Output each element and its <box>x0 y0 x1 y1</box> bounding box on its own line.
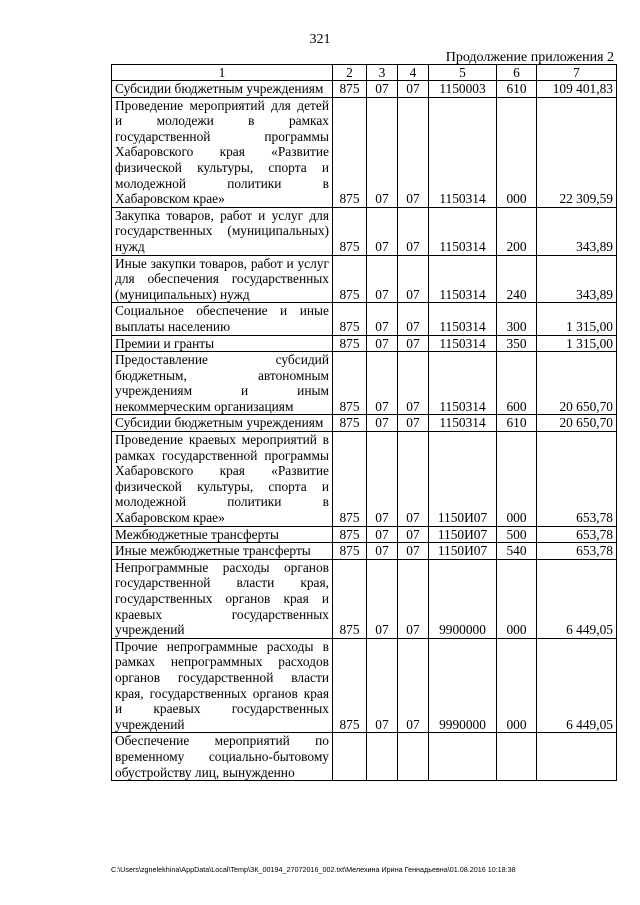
row-col-3 <box>367 733 398 781</box>
table-body <box>112 81 617 781</box>
row-col-5: 9990000 <box>429 638 497 733</box>
header-row <box>112 65 617 81</box>
row-col-4: 07 <box>398 526 429 543</box>
row-col-4: 07 <box>398 415 429 432</box>
row-name: Субсидии бюджетным учреждениям <box>112 415 333 432</box>
row-col-2: 875 <box>333 526 367 543</box>
row-name: Предоставление субсидий бюджетным, автономным учреждениям и иным некоммерческим организациям <box>112 352 333 415</box>
row-col-5 <box>429 733 497 781</box>
row-name: Премии и гранты <box>112 335 333 352</box>
row-col-6: 000 <box>497 432 537 527</box>
continuation-note: Продолжение приложения 2 <box>445 50 614 65</box>
table-row <box>112 638 617 733</box>
row-col-5: 1150314 <box>429 207 497 255</box>
row-col-4: 07 <box>398 207 429 255</box>
row-col-7: 22 309,59 <box>537 97 617 207</box>
table-row <box>112 303 617 335</box>
row-col-2: 875 <box>333 638 367 733</box>
row-col-3: 07 <box>367 335 398 352</box>
row-col-5: 1150003 <box>429 81 497 98</box>
row-col-7: 20 650,70 <box>537 352 617 415</box>
row-col-5: 1150314 <box>429 303 497 335</box>
row-col-6: 350 <box>497 335 537 352</box>
table-row <box>112 81 617 98</box>
header-col-6: 6 <box>497 65 537 81</box>
row-col-2: 875 <box>333 81 367 98</box>
row-col-6: 540 <box>497 543 537 560</box>
row-col-3: 07 <box>367 352 398 415</box>
table-row <box>112 432 617 527</box>
row-col-2: 875 <box>333 207 367 255</box>
header-col-4: 4 <box>398 65 429 81</box>
row-col-7: 109 401,83 <box>537 81 617 98</box>
row-col-6: 000 <box>497 97 537 207</box>
row-col-7: 653,78 <box>537 543 617 560</box>
row-name: Закупка товаров, работ и услуг для государственных (муниципальных) нужд <box>112 207 333 255</box>
row-col-5: 1150314 <box>429 352 497 415</box>
row-col-6: 000 <box>497 638 537 733</box>
page-number: 321 <box>309 32 331 47</box>
table-row <box>112 335 617 352</box>
row-col-5: 1150И07 <box>429 543 497 560</box>
row-col-7: 6 449,05 <box>537 638 617 733</box>
row-col-2: 875 <box>333 543 367 560</box>
row-col-5: 9900000 <box>429 559 497 638</box>
row-col-3: 07 <box>367 415 398 432</box>
row-col-6: 200 <box>497 207 537 255</box>
table-row <box>112 415 617 432</box>
row-col-2: 875 <box>333 255 367 303</box>
row-col-3: 07 <box>367 432 398 527</box>
row-col-2: 875 <box>333 303 367 335</box>
row-name: Обеспечение мероприятий по временному социально-бытовому обустройству лиц, вынужденно <box>112 733 333 781</box>
row-col-6 <box>497 733 537 781</box>
row-name: Социальное обеспечение и иные выплаты населению <box>112 303 333 335</box>
table-row <box>112 526 617 543</box>
row-col-5: 1150И07 <box>429 526 497 543</box>
row-col-4: 07 <box>398 638 429 733</box>
row-col-5: 1150314 <box>429 335 497 352</box>
row-col-3: 07 <box>367 207 398 255</box>
row-name: Прочие непрограммные расходы в рамках непрограммных расходов органов государственной власти края, государственных органов края и краевых государственных учреждений <box>112 638 333 733</box>
budget-table <box>111 64 617 781</box>
row-col-4: 07 <box>398 559 429 638</box>
row-name: Межбюджетные трансферты <box>112 526 333 543</box>
row-col-7: 343,89 <box>537 207 617 255</box>
row-col-6: 610 <box>497 81 537 98</box>
row-col-7: 653,78 <box>537 526 617 543</box>
header-col-3: 3 <box>367 65 398 81</box>
row-col-2: 875 <box>333 432 367 527</box>
table-row <box>112 559 617 638</box>
row-col-3: 07 <box>367 97 398 207</box>
header-col-1: 1 <box>112 65 333 81</box>
row-col-5: 1150314 <box>429 255 497 303</box>
row-col-2: 875 <box>333 352 367 415</box>
row-col-4: 07 <box>398 335 429 352</box>
table-row <box>112 352 617 415</box>
row-col-7: 653,78 <box>537 432 617 527</box>
row-col-5: 1150314 <box>429 97 497 207</box>
row-col-4: 07 <box>398 255 429 303</box>
row-col-3: 07 <box>367 638 398 733</box>
header-col-2: 2 <box>333 65 367 81</box>
row-col-7 <box>537 733 617 781</box>
row-col-6: 500 <box>497 526 537 543</box>
row-col-4: 07 <box>398 352 429 415</box>
row-name: Субсидии бюджетным учреждениям <box>112 81 333 98</box>
row-col-3: 07 <box>367 255 398 303</box>
row-name: Непрограммные расходы органов государственной власти края, государственных органов края и краевых государственных учреждений <box>112 559 333 638</box>
header-col-5: 5 <box>429 65 497 81</box>
row-col-3: 07 <box>367 543 398 560</box>
row-col-7: 20 650,70 <box>537 415 617 432</box>
row-col-3: 07 <box>367 559 398 638</box>
table-row <box>112 255 617 303</box>
row-col-5: 1150314 <box>429 415 497 432</box>
row-col-2: 875 <box>333 335 367 352</box>
row-col-3: 07 <box>367 303 398 335</box>
row-col-6: 300 <box>497 303 537 335</box>
row-col-5: 1150И07 <box>429 432 497 527</box>
file-path-footer: C:\Users\zgnelekhina\AppData\Local\Temp\ЗК_00194_27072016_002.txt\Мелехина Ирина Геннадьевна\01.08.2016 10:18:38 <box>111 865 516 874</box>
row-col-4: 07 <box>398 303 429 335</box>
row-col-7: 343,89 <box>537 255 617 303</box>
row-col-7: 1 315,00 <box>537 335 617 352</box>
table-row <box>112 733 617 781</box>
row-col-6: 610 <box>497 415 537 432</box>
row-col-6: 600 <box>497 352 537 415</box>
row-name: Проведение мероприятий для детей и молодежи в рамках государственной программы Хабаровского края «Развитие физической культуры, спорта и молодежной политики в Хабаровском крае» <box>112 97 333 207</box>
row-name: Иные межбюджетные трансферты <box>112 543 333 560</box>
row-col-2 <box>333 733 367 781</box>
table-row <box>112 97 617 207</box>
header-col-7: 7 <box>537 65 617 81</box>
row-col-2: 875 <box>333 415 367 432</box>
row-col-7: 1 315,00 <box>537 303 617 335</box>
row-col-6: 240 <box>497 255 537 303</box>
row-col-7: 6 449,05 <box>537 559 617 638</box>
row-col-2: 875 <box>333 559 367 638</box>
row-name: Проведение краевых мероприятий в рамках государственной программы Хабаровского края «Развитие физической культуры, спорта и молодежной политики в Хабаровском крае» <box>112 432 333 527</box>
row-col-2: 875 <box>333 97 367 207</box>
row-col-4: 07 <box>398 543 429 560</box>
row-col-6: 000 <box>497 559 537 638</box>
row-col-4: 07 <box>398 97 429 207</box>
table-row <box>112 207 617 255</box>
row-col-3: 07 <box>367 526 398 543</box>
row-col-4 <box>398 733 429 781</box>
row-col-4: 07 <box>398 81 429 98</box>
table-row <box>112 543 617 560</box>
row-col-4: 07 <box>398 432 429 527</box>
row-col-3: 07 <box>367 81 398 98</box>
row-name: Иные закупки товаров, работ и услуг для обеспечения государственных (муниципальных) нужд <box>112 255 333 303</box>
